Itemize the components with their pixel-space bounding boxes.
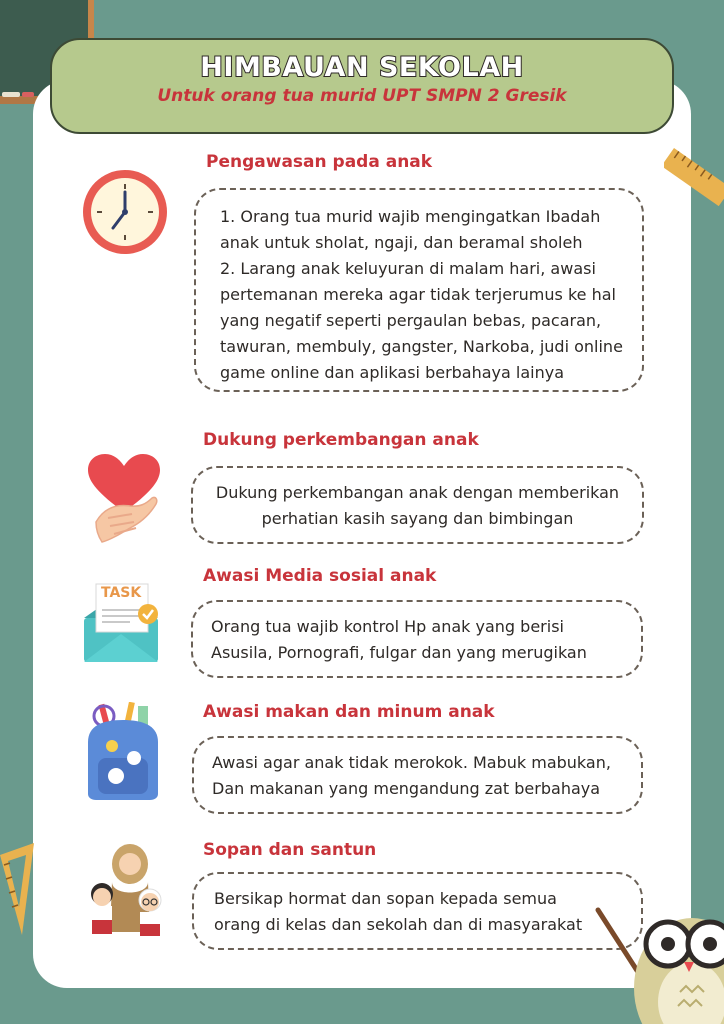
clock-icon bbox=[83, 170, 167, 254]
header-banner bbox=[50, 38, 674, 134]
ruler-icon bbox=[664, 128, 724, 208]
section-title-sopan: Sopan dan santun bbox=[203, 840, 377, 860]
body-line: tawuran, membuly, gangster, Narkoba, judi online bbox=[220, 337, 623, 356]
section-box-dukung bbox=[191, 466, 644, 544]
school-backpack-icon bbox=[82, 702, 164, 802]
set-square-icon bbox=[0, 835, 40, 940]
page-subtitle: Untuk orang tua murid UPT SMPN 2 Gresik bbox=[157, 86, 567, 106]
section-title-media: Awasi Media sosial anak bbox=[203, 566, 437, 586]
body-line: Orang tua wajib kontrol Hp anak yang berisi bbox=[211, 617, 564, 636]
owl-icon bbox=[594, 890, 724, 1024]
section-box-makan bbox=[192, 736, 643, 814]
body-line: perhatian kasih sayang dan bimbingan bbox=[261, 509, 574, 528]
section-title-makan: Awasi makan dan minum anak bbox=[203, 702, 495, 722]
body-line: orang di kelas dan sekolah dan di masyarakat bbox=[214, 915, 583, 934]
section-title-pengawasan: Pengawasan pada anak bbox=[206, 152, 433, 172]
body-line: 2. Larang anak keluyuran di malam hari, awasi bbox=[220, 259, 596, 278]
body-line: 1. Orang tua murid wajib mengingatkan Ibadah bbox=[220, 207, 601, 226]
section-box-media bbox=[191, 600, 643, 678]
clock-hands-icon bbox=[83, 170, 167, 254]
chalk-icon bbox=[2, 92, 20, 97]
body-line: pertemanan mereka agar tidak terjerumus ke hal bbox=[220, 285, 616, 304]
body-line: anak untuk sholat, ngaji, dan beramal sholeh bbox=[220, 233, 583, 252]
body-line: Dan makanan yang mengandung zat berbahaya bbox=[212, 779, 601, 798]
heart-hand-icon bbox=[86, 452, 162, 544]
body-line: Bersikap hormat dan sopan kepada semua bbox=[214, 889, 557, 908]
chalk-icon bbox=[22, 92, 34, 97]
body-line: Dukung perkembangan anak dengan memberikan bbox=[215, 483, 620, 502]
section-box-sopan bbox=[192, 872, 643, 950]
section-box-pengawasan bbox=[194, 188, 644, 392]
body-line: Asusila, Pornografi, fulgar dan yang merugikan bbox=[211, 643, 587, 662]
teacher-students-icon bbox=[84, 842, 172, 938]
task-label: TASK bbox=[101, 585, 142, 601]
section-title-dukung: Dukung perkembangan anak bbox=[203, 430, 479, 450]
page-title: HIMBAUAN SEKOLAH bbox=[200, 52, 524, 83]
body-line: Awasi agar anak tidak merokok. Mabuk mabukan, bbox=[212, 753, 611, 772]
body-line: game online dan aplikasi berbahaya lainya bbox=[220, 363, 565, 382]
body-line: yang negatif seperti pergaulan bebas, pacaran, bbox=[220, 311, 602, 330]
